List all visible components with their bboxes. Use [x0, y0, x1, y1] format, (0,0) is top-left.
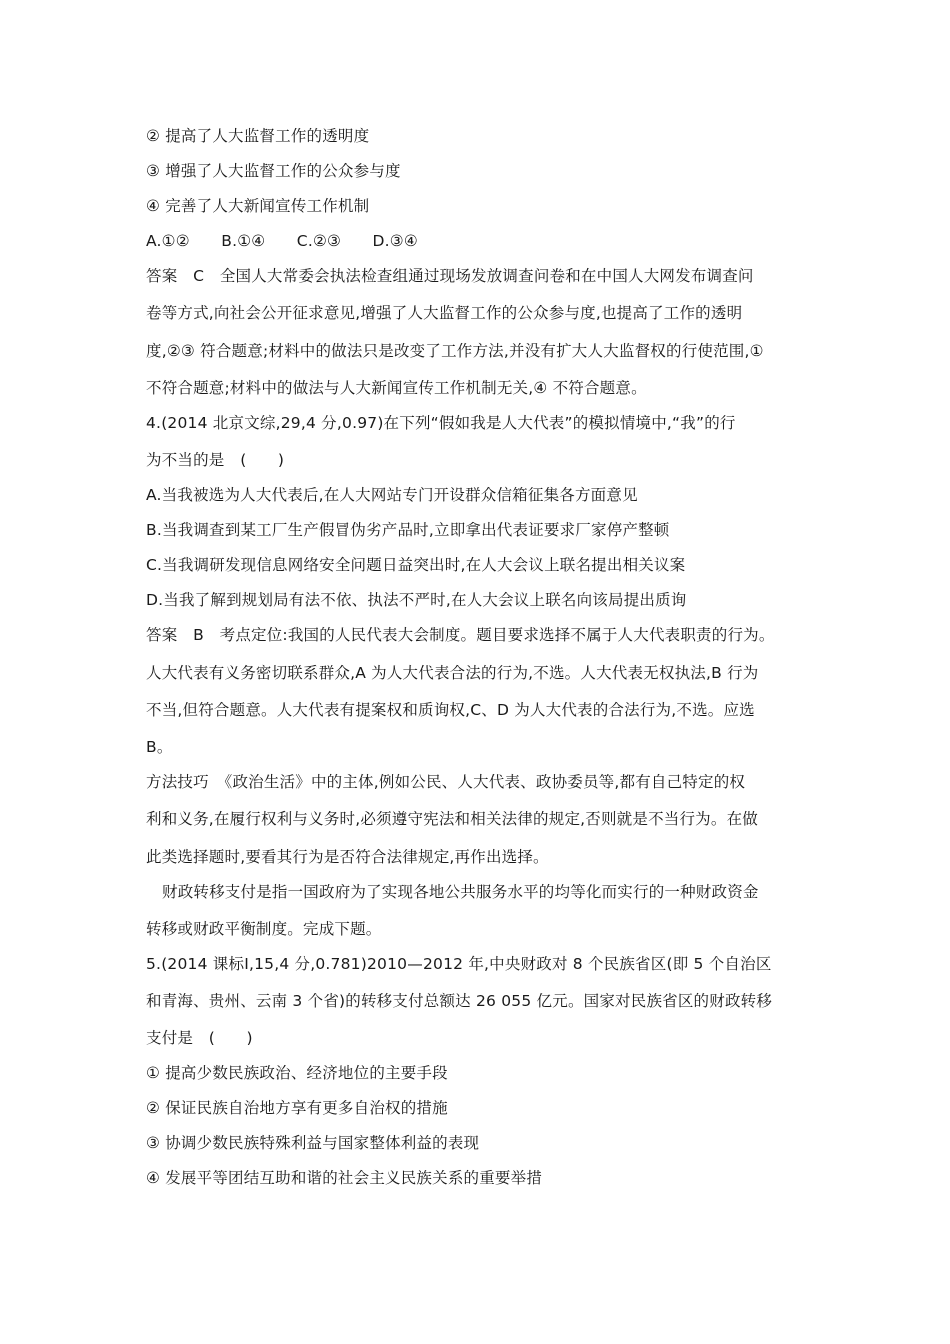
q5-stem-line: 和青海、贵州、云南 3 个省)的转移支付总额达 26 055 亿元。国家对民族省区的财政转移 [146, 992, 773, 1010]
q5-stem-line: 5.(2014 课标Ⅰ,15,4 分,0.781)2010—2012 年,中央财政对 8 个民族省区(即 5 个自治区 [146, 955, 772, 973]
q3-choices: A.①② B.①④ C.②③ D.③④ [146, 232, 418, 250]
q4-answer-line: 不当,但符合题意。人大代表有提案权和质询权,C、D 为人大代表的合法行为,不选。应选 [146, 701, 755, 719]
q3-option-2: ② 提高了人大监督工作的透明度 [146, 127, 370, 145]
q4-option-b: B.当我调查到某工厂生产假冒伪劣产品时,立即拿出代表证要求厂家停产整顿 [146, 521, 670, 539]
q3-answer-line: 度,②③ 符合题意;材料中的做法只是改变了工作方法,并没有扩大人大监督权的行使范围,① [146, 342, 764, 360]
q4-method-line: 此类选择题时,要看其行为是否符合法律规定,再作出选择。 [146, 848, 549, 866]
material-line: 财政转移支付是指一国政府为了实现各地公共服务水平的均等化而实行的一种财政资金 [162, 883, 759, 901]
q5-option-4: ④ 发展平等团结互助和谐的社会主义民族关系的重要举措 [146, 1169, 543, 1187]
q5-option-3: ③ 协调少数民族特殊利益与国家整体利益的表现 [146, 1134, 480, 1152]
q4-method-line: 方法技巧 《政治生活》中的主体,例如公民、人大代表、政协委员等,都有自己特定的权 [146, 773, 746, 791]
q5-option-1: ① 提高少数民族政治、经济地位的主要手段 [146, 1064, 448, 1082]
q3-option-4: ④ 完善了人大新闻宣传工作机制 [146, 197, 370, 215]
q3-answer-line: 答案 C 全国人大常委会执法检查组通过现场发放调查问卷和在中国人大网发布调查问 [146, 267, 754, 285]
q4-stem-line: 为不当的是 ( ) [146, 451, 285, 469]
q4-method-line: 利和义务,在履行权利与义务时,必须遵守宪法和相关法律的规定,否则就是不当行为。在做 [146, 810, 758, 828]
q3-answer-line: 不符合题意;材料中的做法与人大新闻宣传工作机制无关,④ 不符合题意。 [146, 379, 647, 397]
q3-answer-line: 卷等方式,向社会公开征求意见,增强了人大监督工作的公众参与度,也提高了工作的透明 [146, 304, 743, 322]
q5-option-2: ② 保证民族自治地方享有更多自治权的措施 [146, 1099, 448, 1117]
q4-option-d: D.当我了解到规划局有法不依、执法不严时,在人大会议上联名向该局提出质询 [146, 591, 687, 609]
q4-option-c: C.当我调研发现信息网络安全问题日益突出时,在人大会议上联名提出相关议案 [146, 556, 686, 574]
q4-answer-line: 答案 B 考点定位:我国的人民代表大会制度。题目要求选择不属于人大代表职责的行为。 [146, 626, 775, 644]
q5-stem-line: 支付是 ( ) [146, 1029, 253, 1047]
q4-answer-line: B。 [146, 738, 173, 756]
q4-answer-line: 人大代表有义务密切联系群众,A 为人大代表合法的行为,不选。人大代表无权执法,B 行为 [146, 664, 759, 682]
q4-stem-line: 4.(2014 北京文综,29,4 分,0.97)在下列“假如我是人大代表”的模拟情境中,“我”的行 [146, 414, 736, 432]
q4-option-a: A.当我被选为人大代表后,在人大网站专门开设群众信箱征集各方面意见 [146, 486, 638, 504]
material-line: 转移或财政平衡制度。完成下题。 [146, 920, 382, 938]
q3-option-3: ③ 增强了人大监督工作的公众参与度 [146, 162, 401, 180]
